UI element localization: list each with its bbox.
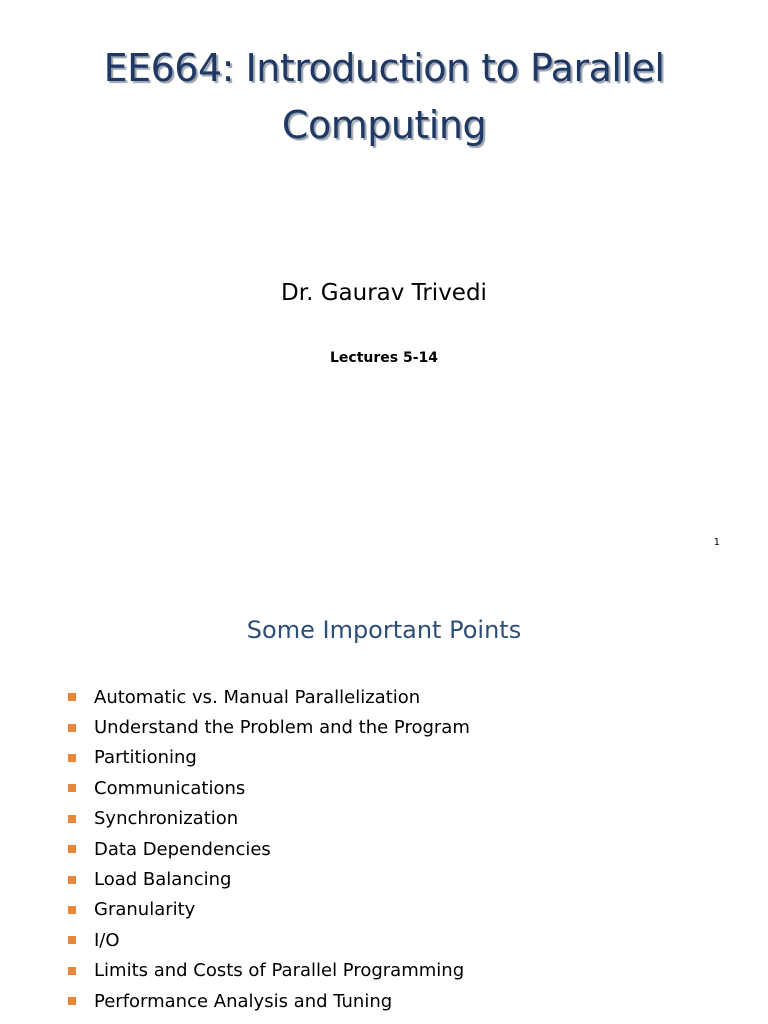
square-bullet-icon — [68, 724, 76, 732]
list-item-label: Data Dependencies — [94, 838, 271, 860]
list-item-label: Understand the Problem and the Program — [94, 717, 470, 739]
square-bullet-icon — [68, 997, 76, 1005]
list-item-label: Partitioning — [94, 747, 197, 769]
square-bullet-icon — [68, 815, 76, 823]
list-item — [68, 986, 470, 1016]
list-item — [68, 864, 470, 894]
square-bullet-icon — [68, 693, 76, 701]
list-item-label: I/O — [94, 929, 120, 951]
square-bullet-icon — [68, 754, 76, 762]
lecture-range: Lectures 5-14 — [329, 350, 438, 366]
list-item-label: Automatic vs. Manual Parallelization — [94, 686, 421, 708]
slide-title-line-1: EE664: Introduction to Parallel — [103, 46, 665, 90]
slide-title — [40, 40, 728, 154]
square-bullet-icon — [68, 906, 76, 914]
list-item — [68, 895, 470, 925]
bullet-list — [68, 682, 470, 1016]
list-item — [68, 804, 470, 834]
slide-heading: Some Important Points — [246, 616, 522, 644]
list-item — [68, 682, 470, 712]
author-name: Dr. Gaurav Trivedi — [281, 280, 487, 306]
square-bullet-icon — [68, 784, 76, 792]
list-item — [68, 773, 470, 803]
list-item-label: Synchronization — [94, 808, 239, 830]
square-bullet-icon — [68, 936, 76, 944]
list-item — [68, 925, 470, 955]
list-item — [68, 956, 470, 986]
list-item-label: Load Balancing — [94, 869, 232, 891]
list-item-label: Communications — [94, 777, 246, 799]
square-bullet-icon — [68, 845, 76, 853]
list-item-label: Limits and Costs of Parallel Programming — [94, 960, 465, 982]
square-bullet-icon — [68, 967, 76, 975]
list-item-label: Performance Analysis and Tuning — [94, 990, 393, 1012]
content-slide — [0, 576, 768, 1024]
list-item — [68, 743, 470, 773]
list-item-label: Granularity — [94, 899, 196, 921]
slide-title-line-2: Computing — [281, 103, 487, 147]
square-bullet-icon — [68, 876, 76, 884]
page-number: 1 — [713, 537, 720, 548]
list-item — [68, 712, 470, 742]
list-item — [68, 834, 470, 864]
